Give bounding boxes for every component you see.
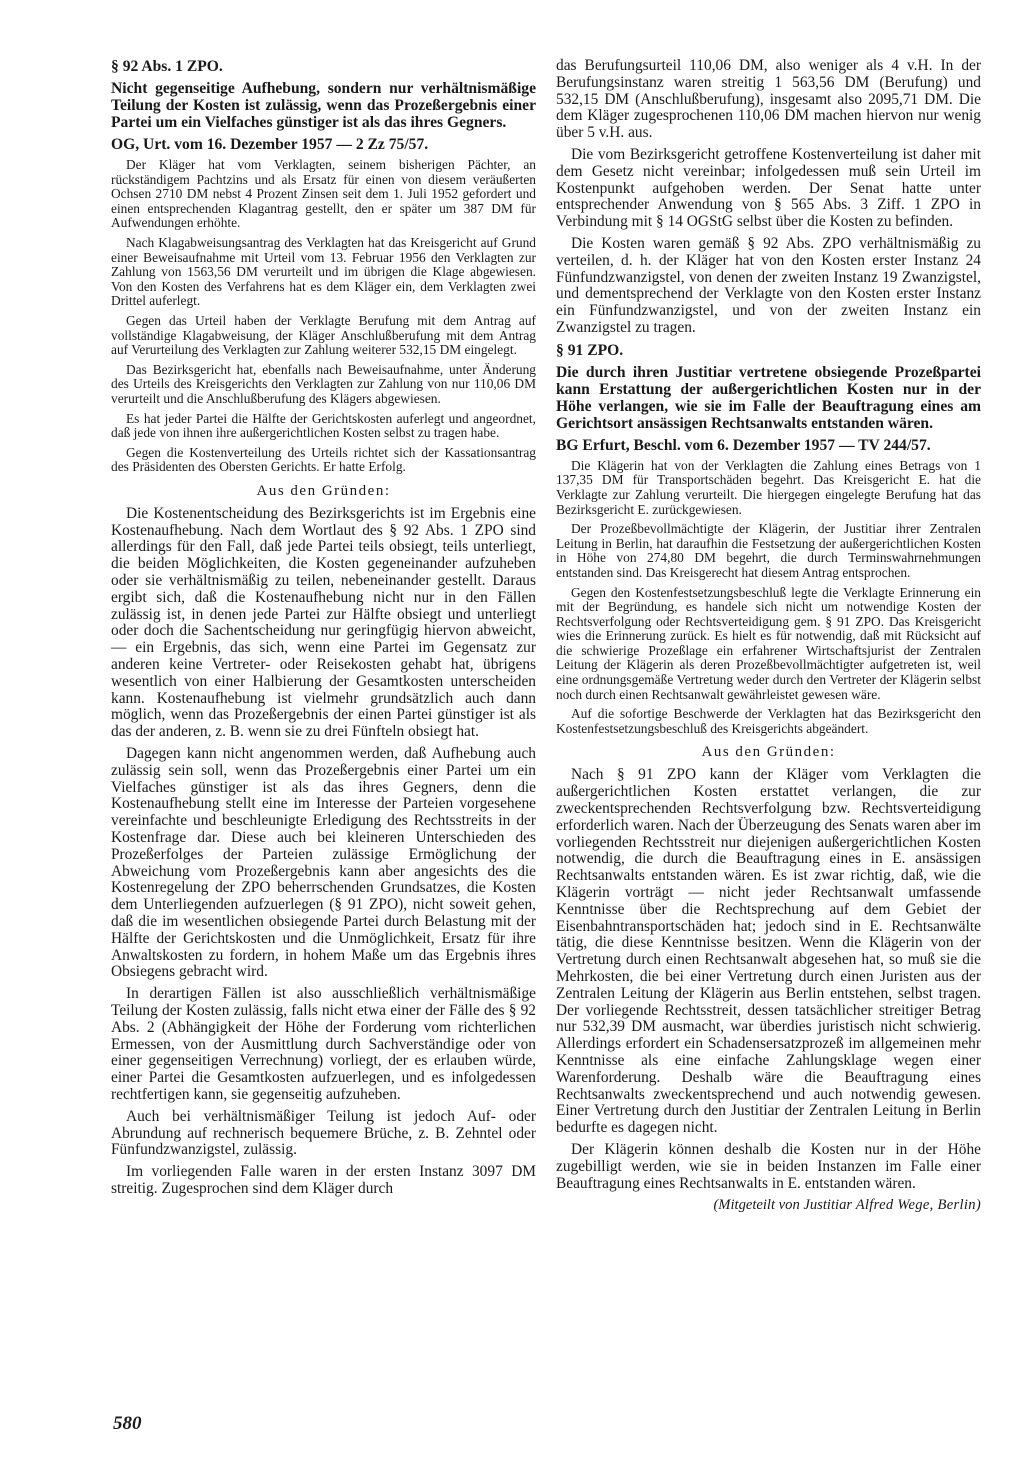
- case1-grounds-paragraph: Auch bei verhältnismäßiger Teilung ist jedoch Auf- oder Abrundung auf rechnerisch bequemere Brüche, z. B. Zehntel oder Fünfundzwanzigstel, zulässig.: [111, 1107, 536, 1159]
- case1-grounds-paragraph: In derartigen Fällen ist also ausschließlich verhältnismäßige Teilung der Kosten zulässig, falls nicht etwa einer der Fälle des § 92 Abs. 2 (Abhängigkeit der Höhe der Forderung vom richterlichen Ermessen, von der Ausmittlung durch Sachverständige oder von einer gegenseitigen Verrechnung) vorliegt, der es erlauben würde, einer Partei die Gesamtkosten aufzuerlegen, und es infolgedessen rechtfertigen kann, sie gegenseitig aufzuheben.: [111, 985, 536, 1103]
- case1-facts-paragraph: Das Bezirksgericht hat, ebenfalls nach Beweisaufnahme, unter Änderung des Urteils des Kreisgerichts den Verklagten zur Zahlung von nur 110,06 DM verurteilt und die Anschlußberufung des Klägers abgewiesen.: [111, 361, 536, 406]
- case1-heading: § 92 Abs. 1 ZPO.: [111, 58, 223, 75]
- case2-heading: § 91 ZPO.: [556, 341, 624, 359]
- case1-grounds-title: Aus den Gründen:: [256, 482, 391, 499]
- case2-attribution: [556, 1197, 981, 1214]
- case1-grounds-paragraph: Dagegen kann nicht angenommen werden, daß Aufhebung auch zulässig sein soll, wenn das Prozeßergebnis einer Partei um ein Vielfaches günstiger ist als das ihres Gegners, denn die Kostenaufhebung stellt eine im Interesse der Parteien vorgesehene vereinfachte und beschleunigte Erledigung des Rechtsstreits in der Kostenfrage dar. Diese auch bei kleineren Unterschieden des Prozeßerfolges der Parteien zulässige Ermöglichung der Abweichung vom Prozeßergebnis kann aber angesichts des die Kostenregelung der ZPO beherrschenden Grundsatzes, die Kosten dem Unterliegenden aufzuerlegen (§ 91 ZPO), nicht soweit gehen, daß die im wesentlichen obsiegende Partei durch Belastung mit der Hälfte der Gerichtskosten und die Unmöglichkeit, Ersatz für ihre Anwaltskosten zu fordern, in hohem Maße um das Ergebnis ihres Obsiegens gebracht wird.: [111, 745, 536, 981]
- case1-grounds-paragraph: Im vorliegenden Falle waren in der ersten Instanz 3097 DM streitig. Zugesprochen sind dem Kläger durch: [111, 1163, 536, 1197]
- case2-court-citation: BG Erfurt, Beschl. vom 6. Dezember 1957 — TV 244/57.: [556, 436, 931, 454]
- case2-grounds-title: Aus den Gründen:: [701, 744, 836, 761]
- page-number: 580: [113, 1413, 142, 1434]
- case1-facts-paragraph: Nach Klagabweisungsantrag des Verklagten hat das Kreisgericht auf Grund einer Beweisaufnahme mit Urteil vom 13. Februar 1956 den Verklagten zur Zahlung von 1563,56 DM verurteilt und im übrigen die Klage abgewiesen. Von den Kosten des Verfahrens hat es dem Kläger ein, dem Verklagten zwei Drittel auferlegt.: [111, 234, 536, 309]
- case2-grounds-paragraph: Der Klägerin können deshalb die Kosten nur in der Höhe zugebilligt werden, wie sie in beiden Instanzen im Falle einer Beauftragung eines Rechtsanwalts in E. entstanden wären.: [556, 1140, 981, 1192]
- case1-grounds-paragraph: Die Kostenentscheidung des Bezirksgerichts ist im Ergebnis eine Kostenaufhebung. Nach dem Wortlaut des § 92 Abs. 1 ZPO sind allerdings für den Fall, daß jede Partei teils obsiegt, teils unterliegt, die beiden Möglichkeiten, die Kosten gegeneinander aufzuheben oder sie verhältnismäßig zu teilen, nebeneinander gestellt. Daraus ergibt sich, daß die Kostenaufhebung nicht nur in den Fällen zulässig ist, in denen jede Partei zur Hälfte obsiegt und unterliegt oder doch die Sachentscheidung nur geringfügig hiervon abweicht, — ein Ergebnis, das sich, wenn eine Partei im Gegensatz zur anderen keine Vertreter- oder Reisekosten gehabt hat, übrigens wesentlich von einer Halbierung der Gesamtkosten unterscheiden kann. Kostenaufhebung ist vielmehr grundsätzlich auch dann möglich, wenn das Prozeßergebnis der einen Partei günstiger ist als das der anderen, z. B. wenn sie zu drei Fünfteln obsiegt hat.: [111, 504, 536, 741]
- left-column: [111, 58, 536, 1203]
- case2-facts-paragraph: Die Klägerin hat von der Verklagten die Zahlung eines Betrags von 1 137,35 DM für Transportschäden begehrt. Das Kreisgericht E. hat die Verklagte zur Zahlung verurteilt. Die hiergegen eingelegte Berufung hat das Bezirksgericht E. zurückgewiesen.: [556, 457, 981, 517]
- case1-facts-paragraph: Der Kläger hat vom Verklagten, seinem bisherigen Pächter, an rückständigem Pachtzins und als Ersatz für einen von diesem veräußerten Ochsen 2710 DM nebst 4 Prozent Zinsen seit dem 1. Juli 1952 gefordert und einen entsprechenden Klagantrag gestellt, den er später um 387 DM für Aufwendungen erhöhte.: [111, 157, 536, 231]
- case1-continued-paragraph: Die vom Bezirksgericht getroffene Kostenverteilung ist daher mit dem Gesetz nicht vereinbar; infolgedessen muß sein Urteil im Kostenpunkt aufgehoben werden. Der Senat hatte unter entsprechender Anwendung von § 565 Abs. 3 Ziff. 1 ZPO in Verbindung mit § 14 OGStG selbst über die Kosten zu befinden.: [556, 145, 981, 231]
- case2-facts-paragraph: Gegen den Kostenfestsetzungsbeschluß legte die Verklagte Erinnerung ein mit der Begründung, es handele sich nicht um notwendige Kosten der Rechtsverfolgung oder Rechtsverteidigung gem. § 91 ZPO. Das Kreisgericht wies die Erinnerung zurück. Es hielt es für notwendig, daß mit Rücksicht auf die schwierige Prozeßlage ein erfahrener Wirtschaftsjurist der Zentralen Leitung der Klägerin als deren Prozeßbevollmächtigter aufgetreten ist, weil eine ordnungsgemäße Vertretung weder durch den Vertreter der Klägerin selbst noch durch einen Rechtsanwalt gewährleistet gewesen wäre.: [556, 584, 981, 702]
- case1-facts-paragraph: Gegen das Urteil haben der Verklagte Berufung mit dem Antrag auf vollständige Klagabweisung, der Kläger Anschlußberufung mit dem Antrag auf Verurteilung des Verklagten zur Zahlung weiterer 532,15 DM eingelegt.: [111, 312, 536, 358]
- case2-grounds-paragraph: Nach § 91 ZPO kann der Kläger vom Verklagten die außergerichtlichen Kosten erstattet verlangen, die zur zweckentsprechenden Rechtsverfolgung bzw. Rechtsverteidigung erforderlich waren. Nach der Überzeugung des Senats waren aber im vorliegenden Rechtsstreit nur diejenigen außergerichtlichen Kosten notwendig, die durch die Beauftragung eines in E. ansässigen Rechtsanwalts entstanden wären. Es ist zwar richtig, daß, wie die Klägerin vorträgt — nicht jeder Rechtsanwalt umfassende Kenntnisse über die Rechtsprechung auf dem Gebiet der Eisenbahntransportschäden hat; jedoch sind in E. Rechtsanwälte tätig, die diese Kenntnisse besitzen. Wenn die Klägerin von der Vertretung durch einen Rechtsanwalt abgesehen hat, so muß sie die Mehrkosten, die bei einer Vertretung durch einen Juristen aus der Zentralen Leitung der Klägerin aus Berlin entstehen, selbst tragen. Der vorliegende Rechtsstreit, dessen tatsächlicher streitiger Betrag nur 532,39 DM ausmacht, war überdies juristisch nicht schwierig. Allerdings erfordert ein Schadensersatzprozeß im allgemeinen mehr Kenntnisse als eine einfache Zahlungsklage wegen einer Warenforderung. Deshalb wäre die Beauftragung eines Rechtsanwalts zweckentsprechend und auch notwendig gewesen. Einer Vertretung durch den Justitiar der Zentralen Leitung in Berlin bedurfte es dagegen nicht.: [556, 766, 981, 1137]
- case1-court-citation: OG, Urt. vom 16. Dezember 1957 — 2 Zz 75/57.: [111, 136, 429, 153]
- case1-continued-paragraph: das Berufungsurteil 110,06 DM, also weniger als 4 v.H. In der Berufungsinstanz waren streitig 1 563,56 DM (Berufung) und 532,15 DM (Anschlußberufung), insgesamt also 2095,71 DM. Die dem Kläger zugesprochenen 110,06 DM machen hiervon nur wenig über 5 v.H. aus.: [556, 57, 981, 142]
- case1-facts-paragraph: Es hat jeder Partei die Hälfte der Gerichtskosten auferlegt und angeordnet, daß jede von ihnen ihre außergerichtlichen Kosten selbst zu tragen habe.: [111, 410, 536, 441]
- case1-facts-paragraph: Gegen die Kostenverteilung des Urteils richtet sich der Kassationsantrag des Präsidenten des Obersten Gerichts. Er hatte Erfolg.: [111, 444, 536, 475]
- case2-facts-paragraph: Auf die sofortige Beschwerde der Verklagten hat das Bezirksgericht den Kostenfestsetzungsbeschluß des Kreisgerichts abgeändert.: [556, 706, 981, 736]
- case1-continued-paragraph: Die Kosten waren gemäß § 92 Abs. ZPO verhältnismäßig zu verteilen, d. h. der Kläger hat von den Kosten erster Instanz 24 Fünfundzwanzigstel, von denen der zweiten Instanz 19 Zwanzigstel, und dementsprechend der Verklagte von den Kosten erster Instanz ein Fünfundzwanzigstel, und von der zweiten Instanz ein Zwanzigstel zu tragen.: [556, 234, 981, 336]
- attribution-prefix: (Mitgeteilt von Justitiar: [713, 1197, 856, 1214]
- case1-headnote: Nicht gegenseitige Aufhebung, sondern nur verhältnismäßige Teilung der Kosten ist zulässig, wenn das Prozeßergebnis einer Partei um ein Vielfaches günstiger ist als das ihres Gegners.: [111, 80, 536, 131]
- right-column: [556, 58, 981, 1214]
- case2-headnote: Die durch ihren Justitiar vertretene obsiegende Prozeßpartei kann Erstattung der außergerichtlichen Kosten nur in der Höhe verlangen, wie sie im Falle der Beauftragung eines am Gerichtsort ansässigen Rechtsanwalts entstanden wären.: [556, 363, 981, 432]
- case2-facts-paragraph: Der Prozeßbevollmächtigte der Klägerin, der Justitiar ihrer Zentralen Leitung in Berlin, hat daraufhin die Festsetzung der außergerichtlichen Kosten in Höhe von 274,80 DM begehrt, die durch Terminswahrnehmungen entstanden sind. Das Kreisgerecht hat diesem Antrag entsprochen.: [556, 521, 981, 580]
- attribution-name: Alfred Wege, Berlin): [855, 1197, 981, 1214]
